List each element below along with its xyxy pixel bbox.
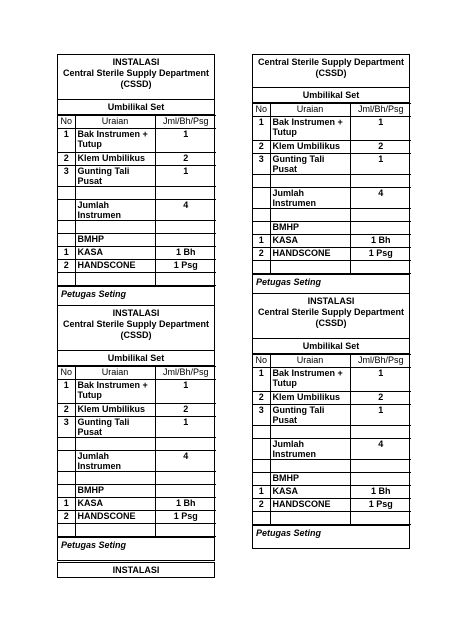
header-line: Central Sterile Supply Department bbox=[257, 307, 405, 317]
header-line: (CSSD) bbox=[315, 318, 347, 328]
card-header bbox=[253, 294, 409, 339]
header-line: (CSSD) bbox=[120, 79, 152, 89]
header-line: INSTALASI bbox=[112, 308, 160, 318]
row-item: KASA bbox=[75, 247, 155, 260]
row-qty: 4 bbox=[155, 200, 216, 221]
row-item bbox=[75, 472, 155, 485]
row-item bbox=[270, 368, 350, 392]
signature-label: Petugas Seting bbox=[253, 274, 409, 297]
row-number bbox=[253, 439, 270, 460]
row-number bbox=[58, 451, 75, 472]
row-number bbox=[58, 524, 75, 537]
table-row bbox=[253, 188, 411, 209]
row-number: 1 bbox=[253, 235, 270, 248]
row-number: 2 bbox=[253, 248, 270, 261]
row-item: Klem Umbilikus bbox=[270, 141, 350, 154]
table-row bbox=[58, 129, 216, 153]
item-line: Bak Instrumen + bbox=[272, 117, 343, 127]
row-number: 2 bbox=[253, 141, 270, 154]
row-item: Gunting Tali Pusat bbox=[270, 405, 350, 426]
sterile-set-card bbox=[252, 293, 410, 549]
card-header: INSTALASI bbox=[112, 565, 160, 575]
table-row bbox=[253, 426, 411, 439]
items-table bbox=[58, 115, 216, 286]
row-qty bbox=[350, 261, 411, 274]
table-row bbox=[253, 473, 411, 486]
set-name: Umbilikal Set bbox=[253, 88, 409, 103]
row-number bbox=[58, 200, 75, 221]
row-qty: 4 bbox=[155, 451, 216, 472]
row-item bbox=[75, 380, 155, 404]
row-qty bbox=[155, 234, 216, 247]
row-item: HANDSCONE bbox=[75, 511, 155, 524]
row-item: Jumlah Instrumen bbox=[75, 451, 155, 472]
row-number bbox=[253, 222, 270, 235]
column-header: Jml/Bh/Psg bbox=[155, 367, 216, 380]
row-number: 2 bbox=[58, 511, 75, 524]
header-line: INSTALASI bbox=[112, 57, 160, 67]
column-header: Jml/Bh/Psg bbox=[155, 116, 216, 129]
row-item bbox=[75, 221, 155, 234]
row-qty bbox=[350, 473, 411, 486]
row-qty: 1 bbox=[350, 368, 411, 392]
row-number bbox=[253, 261, 270, 274]
row-number: 1 bbox=[253, 368, 270, 392]
row-number: 2 bbox=[58, 153, 75, 166]
column-header: Uraian bbox=[75, 116, 155, 129]
row-qty bbox=[155, 221, 216, 234]
header-line: Central Sterile Supply Department bbox=[62, 319, 210, 329]
row-number bbox=[58, 234, 75, 247]
sterile-set-card bbox=[57, 54, 215, 310]
row-item: HANDSCONE bbox=[270, 248, 350, 261]
table-row bbox=[253, 512, 411, 525]
header-line: INSTALASI bbox=[307, 296, 355, 306]
row-number bbox=[253, 426, 270, 439]
row-item bbox=[75, 129, 155, 153]
row-item bbox=[270, 209, 350, 222]
column-header: No bbox=[58, 367, 75, 380]
table-row bbox=[58, 472, 216, 485]
row-item: HANDSCONE bbox=[270, 499, 350, 512]
table-row bbox=[58, 451, 216, 472]
row-item bbox=[270, 261, 350, 274]
column-header: Uraian bbox=[270, 104, 350, 117]
row-number bbox=[58, 472, 75, 485]
row-item: KASA bbox=[270, 486, 350, 499]
column-header: Jml/Bh/Psg bbox=[350, 355, 411, 368]
row-qty: 1 bbox=[350, 154, 411, 175]
row-number: 1 bbox=[58, 498, 75, 511]
row-item bbox=[75, 187, 155, 200]
table-row bbox=[58, 200, 216, 221]
row-qty: 1 Psg bbox=[350, 499, 411, 512]
row-item: KASA bbox=[270, 235, 350, 248]
table-row bbox=[253, 175, 411, 188]
row-number bbox=[58, 273, 75, 286]
row-number: 2 bbox=[253, 392, 270, 405]
row-number: 2 bbox=[58, 260, 75, 273]
table-row bbox=[253, 141, 411, 154]
table-row bbox=[58, 247, 216, 260]
row-number: 3 bbox=[253, 154, 270, 175]
row-item: Gunting Tali Pusat bbox=[75, 417, 155, 438]
table-row bbox=[253, 439, 411, 460]
item-line: Bak Instrumen + bbox=[77, 129, 148, 139]
row-item: BMHP bbox=[75, 485, 155, 498]
row-qty bbox=[350, 426, 411, 439]
row-item bbox=[270, 460, 350, 473]
signature-label: Petugas Seting bbox=[253, 525, 409, 548]
item-line: Tutup bbox=[77, 390, 102, 400]
item-line: Tutup bbox=[77, 139, 102, 149]
table-row bbox=[58, 498, 216, 511]
row-qty: 2 bbox=[155, 404, 216, 417]
row-item bbox=[270, 426, 350, 439]
row-qty: 2 bbox=[155, 153, 216, 166]
table-row bbox=[58, 234, 216, 247]
card-header bbox=[58, 55, 214, 100]
row-number: 3 bbox=[58, 166, 75, 187]
item-line: Tutup bbox=[272, 378, 297, 388]
table-row bbox=[58, 153, 216, 166]
row-qty: 1 bbox=[350, 405, 411, 426]
row-item bbox=[75, 524, 155, 537]
table-header-row bbox=[58, 116, 216, 129]
row-item: BMHP bbox=[270, 473, 350, 486]
row-item: Gunting Tali Pusat bbox=[270, 154, 350, 175]
header-line: Central Sterile Supply Department bbox=[257, 57, 405, 67]
table-row bbox=[253, 368, 411, 392]
row-number bbox=[253, 209, 270, 222]
row-item: BMHP bbox=[75, 234, 155, 247]
row-qty bbox=[155, 485, 216, 498]
row-number: 2 bbox=[58, 404, 75, 417]
set-name: Umbilikal Set bbox=[58, 100, 214, 115]
item-line: Bak Instrumen + bbox=[77, 380, 148, 390]
row-qty: 1 Psg bbox=[155, 260, 216, 273]
row-qty bbox=[155, 187, 216, 200]
items-table bbox=[58, 366, 216, 537]
table-row bbox=[253, 392, 411, 405]
row-qty bbox=[155, 472, 216, 485]
table-header-row bbox=[253, 355, 411, 368]
row-qty bbox=[155, 273, 216, 286]
item-line: Tutup bbox=[272, 127, 297, 137]
column-header: No bbox=[58, 116, 75, 129]
table-row bbox=[58, 273, 216, 286]
row-item bbox=[270, 175, 350, 188]
table-row bbox=[253, 248, 411, 261]
column-header: No bbox=[253, 104, 270, 117]
table-row bbox=[58, 404, 216, 417]
sterile-set-card bbox=[57, 305, 215, 561]
header-line: (CSSD) bbox=[120, 330, 152, 340]
signature-label: Petugas Seting bbox=[58, 286, 214, 309]
row-number bbox=[253, 512, 270, 525]
table-row bbox=[253, 117, 411, 141]
row-qty: 1 Bh bbox=[155, 247, 216, 260]
row-item: Klem Umbilikus bbox=[270, 392, 350, 405]
row-number bbox=[58, 221, 75, 234]
sterile-set-card bbox=[252, 54, 410, 298]
column-header: Uraian bbox=[270, 355, 350, 368]
table-row bbox=[58, 524, 216, 537]
row-number bbox=[58, 187, 75, 200]
row-qty: 1 Psg bbox=[155, 511, 216, 524]
table-row bbox=[58, 166, 216, 187]
signature-label: Petugas Seting bbox=[58, 537, 214, 560]
table-row bbox=[58, 260, 216, 273]
row-qty: 2 bbox=[350, 141, 411, 154]
row-number: 1 bbox=[253, 117, 270, 141]
row-qty bbox=[350, 209, 411, 222]
row-number: 3 bbox=[253, 405, 270, 426]
row-qty bbox=[350, 175, 411, 188]
row-item: Klem Umbilikus bbox=[75, 153, 155, 166]
table-row bbox=[58, 417, 216, 438]
row-number bbox=[253, 188, 270, 209]
table-row bbox=[253, 154, 411, 175]
row-number bbox=[253, 460, 270, 473]
row-qty: 1 Bh bbox=[350, 486, 411, 499]
table-header-row bbox=[58, 367, 216, 380]
table-header-row bbox=[253, 104, 411, 117]
row-number: 1 bbox=[253, 486, 270, 499]
table-row bbox=[253, 222, 411, 235]
row-qty: 1 bbox=[155, 417, 216, 438]
table-row bbox=[253, 499, 411, 512]
table-row bbox=[58, 485, 216, 498]
row-number bbox=[253, 175, 270, 188]
header-line: Central Sterile Supply Department bbox=[62, 68, 210, 78]
set-name: Umbilikal Set bbox=[253, 339, 409, 354]
item-line: Bak Instrumen + bbox=[272, 368, 343, 378]
row-number bbox=[58, 438, 75, 451]
row-number: 3 bbox=[58, 417, 75, 438]
card-header bbox=[58, 306, 214, 351]
table-row bbox=[253, 486, 411, 499]
header-line: (CSSD) bbox=[315, 68, 347, 78]
row-qty bbox=[350, 222, 411, 235]
row-item bbox=[270, 117, 350, 141]
table-row bbox=[58, 438, 216, 451]
table-row bbox=[253, 460, 411, 473]
row-qty: 1 bbox=[350, 117, 411, 141]
card-header bbox=[253, 55, 409, 88]
row-item: Gunting Tali Pusat bbox=[75, 166, 155, 187]
row-item: Jumlah Instrumen bbox=[75, 200, 155, 221]
row-qty: 1 Psg bbox=[350, 248, 411, 261]
row-item: Klem Umbilikus bbox=[75, 404, 155, 417]
row-item bbox=[270, 512, 350, 525]
table-row bbox=[58, 221, 216, 234]
items-table bbox=[253, 103, 411, 274]
table-row bbox=[253, 405, 411, 426]
table-row bbox=[58, 511, 216, 524]
row-qty bbox=[155, 438, 216, 451]
table-row bbox=[253, 209, 411, 222]
row-qty: 1 bbox=[155, 380, 216, 404]
row-item bbox=[75, 273, 155, 286]
row-number: 1 bbox=[58, 247, 75, 260]
row-number: 1 bbox=[58, 380, 75, 404]
set-name: Umbilikal Set bbox=[58, 351, 214, 366]
partial-card bbox=[57, 562, 215, 578]
row-item: BMHP bbox=[270, 222, 350, 235]
row-qty: 1 Bh bbox=[155, 498, 216, 511]
column-header: No bbox=[253, 355, 270, 368]
column-header: Jml/Bh/Psg bbox=[350, 104, 411, 117]
row-item: HANDSCONE bbox=[75, 260, 155, 273]
row-number: 1 bbox=[58, 129, 75, 153]
table-row bbox=[253, 235, 411, 248]
column-header: Uraian bbox=[75, 367, 155, 380]
row-qty bbox=[155, 524, 216, 537]
row-item: KASA bbox=[75, 498, 155, 511]
table-row bbox=[253, 261, 411, 274]
row-qty: 2 bbox=[350, 392, 411, 405]
row-qty: 1 bbox=[155, 129, 216, 153]
row-qty: 4 bbox=[350, 188, 411, 209]
row-qty bbox=[350, 512, 411, 525]
table-row bbox=[58, 380, 216, 404]
row-item: Jumlah Instrumen bbox=[270, 188, 350, 209]
row-qty: 1 Bh bbox=[350, 235, 411, 248]
row-item bbox=[75, 438, 155, 451]
row-number bbox=[253, 473, 270, 486]
table-row bbox=[58, 187, 216, 200]
row-number: 2 bbox=[253, 499, 270, 512]
row-item: Jumlah Instrumen bbox=[270, 439, 350, 460]
items-table bbox=[253, 354, 411, 525]
row-number bbox=[58, 485, 75, 498]
row-qty: 4 bbox=[350, 439, 411, 460]
row-qty: 1 bbox=[155, 166, 216, 187]
row-qty bbox=[350, 460, 411, 473]
